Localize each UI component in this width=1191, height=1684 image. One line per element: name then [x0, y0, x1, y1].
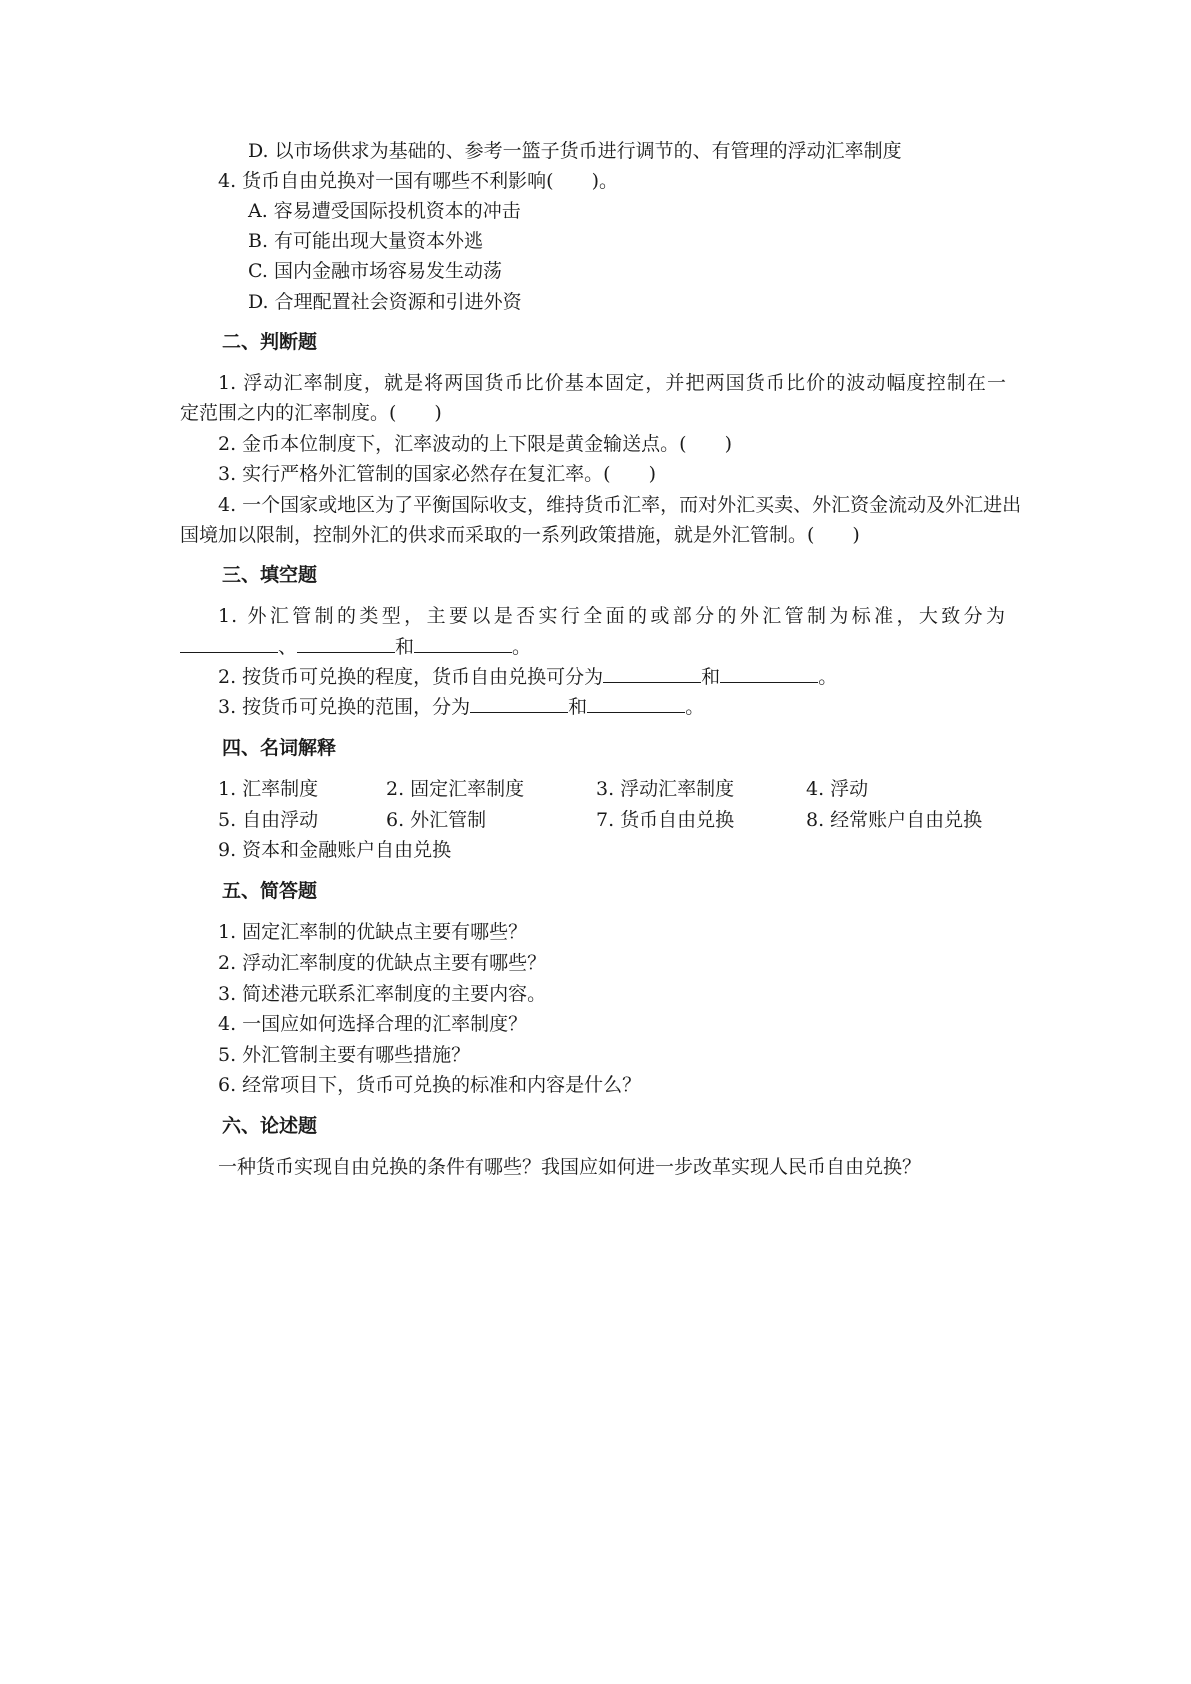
section2-item-1-line1: 1. 浮动汇率制度，就是将两国货币比价基本固定，并把两国货币比价的波动幅度控制在一 — [218, 372, 1006, 394]
term-5: 5. 自由浮动 — [218, 809, 319, 831]
question-text: 3. 按货币可兑换的范围，分为 — [218, 696, 471, 718]
q4-option-d: D. 合理配置社会资源和引进外资 — [248, 291, 522, 313]
section2-item-2: 2. 金币本位制度下，汇率波动的上下限是黄金输送点。( ) — [218, 433, 732, 455]
section4-title: 四、名词解释 — [222, 737, 337, 759]
q4-stem: 4. 货币自由兑换对一国有哪些不利影响( )。 — [218, 170, 618, 192]
section5-item-4: 4. 一国应如何选择合理的汇率制度？ — [218, 1013, 528, 1035]
section5-item-5: 5. 外汇管制主要有哪些措施？ — [218, 1044, 471, 1066]
fill-blank[interactable] — [603, 663, 701, 683]
section5-title: 五、简答题 — [222, 880, 318, 902]
term-9: 9. 资本和金融账户自由兑换 — [218, 839, 452, 861]
fill-blank[interactable] — [720, 663, 818, 683]
q3-option-d: D. 以市场供求为基础的、参考一篮子货币进行调节的、有管理的浮动汇率制度 — [248, 140, 902, 162]
term-2: 2. 固定汇率制度 — [386, 778, 525, 800]
section3-q1-line2 — [180, 632, 531, 662]
section3-title: 三、填空题 — [222, 564, 318, 586]
separator: 和 — [568, 696, 588, 718]
fill-blank[interactable] — [414, 633, 512, 653]
section3-q3 — [218, 692, 704, 722]
separator: 和 — [701, 666, 721, 688]
separator: 、 — [278, 636, 298, 658]
term-8: 8. 经常账户自由兑换 — [806, 809, 983, 831]
section6-text: 一种货币实现自由兑换的条件有哪些？我国应如何进一步改革实现人民币自由兑换？ — [218, 1156, 922, 1178]
term-3: 3. 浮动汇率制度 — [596, 778, 735, 800]
fill-blank[interactable] — [180, 633, 278, 653]
separator: 和 — [395, 636, 415, 658]
fill-blank[interactable] — [470, 693, 568, 713]
period: 。 — [685, 696, 705, 718]
term-1: 1. 汇率制度 — [218, 778, 319, 800]
section5-item-1: 1. 固定汇率制的优缺点主要有哪些？ — [218, 921, 528, 943]
fill-blank[interactable] — [297, 633, 395, 653]
section3-q1-line1: 1. 外汇管制的类型，主要以是否实行全面的或部分的外汇管制为标准，大致分为 — [218, 605, 1006, 627]
term-6: 6. 外汇管制 — [386, 809, 487, 831]
section2-title: 二、判断题 — [222, 331, 318, 353]
section2-item-4-line2: 国境加以限制，控制外汇的供求而采取的一系列政策措施，就是外汇管制。( ) — [180, 524, 860, 546]
question-text: 2. 按货币可兑换的程度，货币自由兑换可分为 — [218, 666, 604, 688]
q4-option-b: B. 有可能出现大量资本外逃 — [248, 230, 484, 252]
section2-item-4-line1: 4. 一个国家或地区为了平衡国际收支，维持货币汇率，而对外汇买卖、外汇资金流动及外汇进出 — [218, 494, 1022, 516]
section2-item-3: 3. 实行严格外汇管制的国家必然存在复汇率。( ) — [218, 463, 656, 485]
q4-option-c: C. 国内金融市场容易发生动荡 — [248, 260, 502, 282]
term-7: 7. 货币自由兑换 — [596, 809, 735, 831]
fill-blank[interactable] — [587, 693, 685, 713]
term-4: 4. 浮动 — [806, 778, 869, 800]
period: 。 — [512, 636, 532, 658]
period: 。 — [818, 666, 838, 688]
section2-item-1-line2: 定范围之内的汇率制度。( ) — [180, 402, 442, 424]
section6-title: 六、论述题 — [222, 1115, 318, 1137]
q4-option-a: A. 容易遭受国际投机资本的冲击 — [248, 200, 521, 222]
section5-item-2: 2. 浮动汇率制度的优缺点主要有哪些？ — [218, 952, 547, 974]
section5-item-6: 6. 经常项目下，货币可兑换的标准和内容是什么？ — [218, 1074, 642, 1096]
section5-item-3: 3. 简述港元联系汇率制度的主要内容。 — [218, 983, 547, 1005]
section3-q2 — [218, 662, 837, 692]
